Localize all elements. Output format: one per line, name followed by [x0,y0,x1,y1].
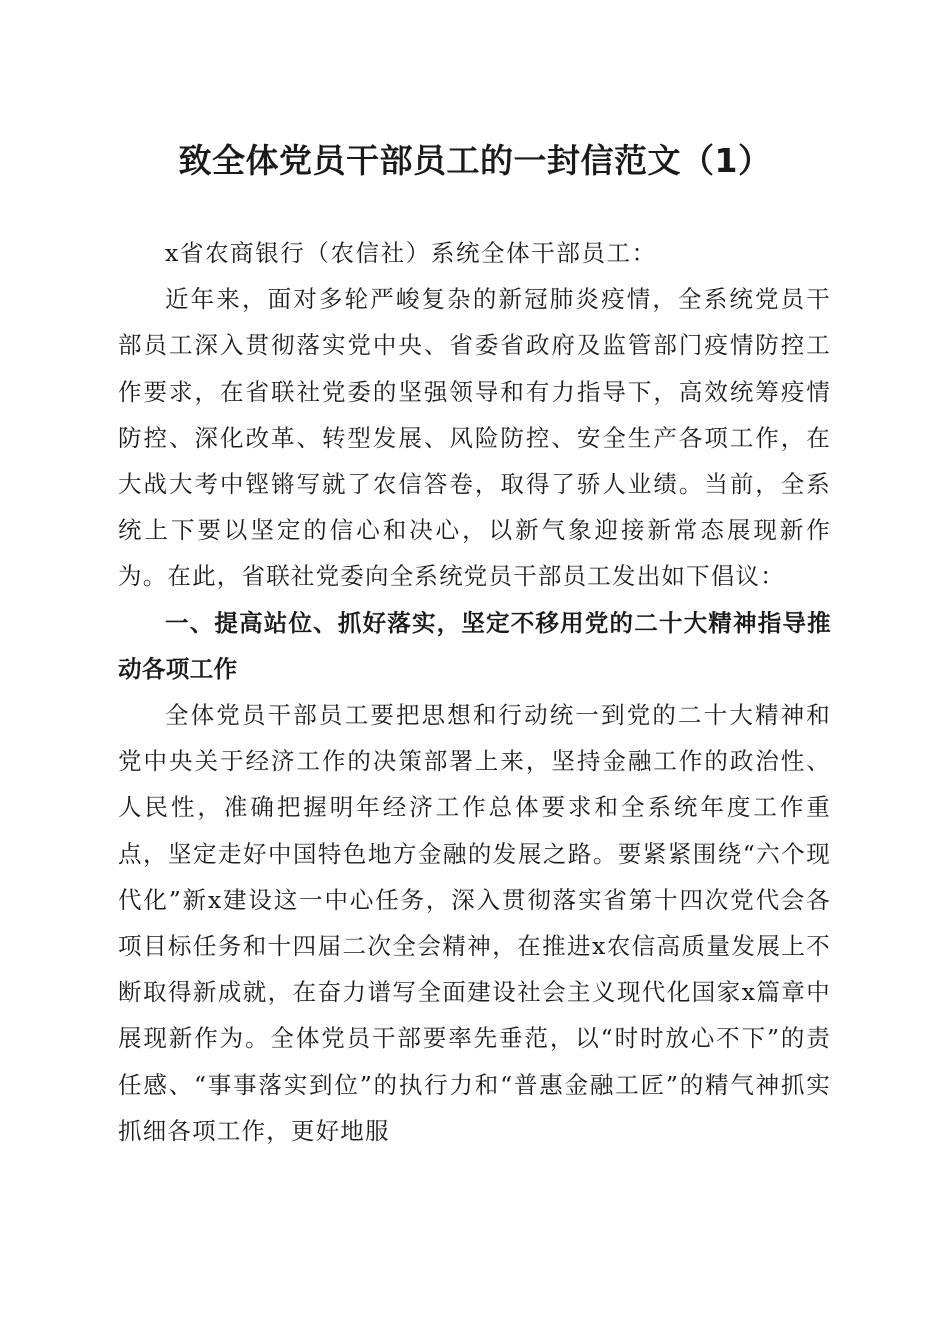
body-paragraph: 全体党员干部员工要把思想和行动统一到党的二十大精神和党中央关于经济工作的决策部署上来，坚持金融工作的政治性、人民性，准确把握明年经济工作总体要求和全系统年度工作重点，坚定走好中国特色地方金融的发展之路。要紧紧围绕“六个现代化”新x建设这一中心任务，深入贯彻落实省第十四次党代会各项目标任务和十四届二次全会精神，在推进x农信高质量发展上不断取得新成就，在奋力谱写全面建设社会主义现代化国家x篇章中展现新作为。全体党员干部要率先垂范，以“时时放心不下”的责任感、“事事落实到位”的执行力和“普惠金融工匠”的精气神抓实抓细各项工作，更好地服 [118,701,831,1145]
document-body [118,230,831,1154]
section-heading: 一、提高站位、抓好落实，坚定不移用党的二十大精神指导推动各项工作 [118,608,831,683]
document-title: 致全体党员干部员工的一封信范文（1） [178,141,772,180]
salutation: x省农商银行（农信社）系统全体干部员工： [165,239,657,267]
body-paragraph: 近年来，面对多轮严峻复杂的新冠肺炎疫情，全系统党员干部员工深入贯彻落实党中央、省委省政府及监管部门疫情防控工作要求，在省联社党委的坚强领导和有力指导下，高效统筹疫情防控、深化改革、转型发展、风险防控、安全生产各项工作，在大战大考中铿锵写就了农信答卷，取得了骄人业绩。当前，全系统上下要以坚定的信心和决心，以新气象迎接新常态展现新作为。在此，省联社党委向全系统党员干部员工发出如下倡议： [118,285,831,591]
